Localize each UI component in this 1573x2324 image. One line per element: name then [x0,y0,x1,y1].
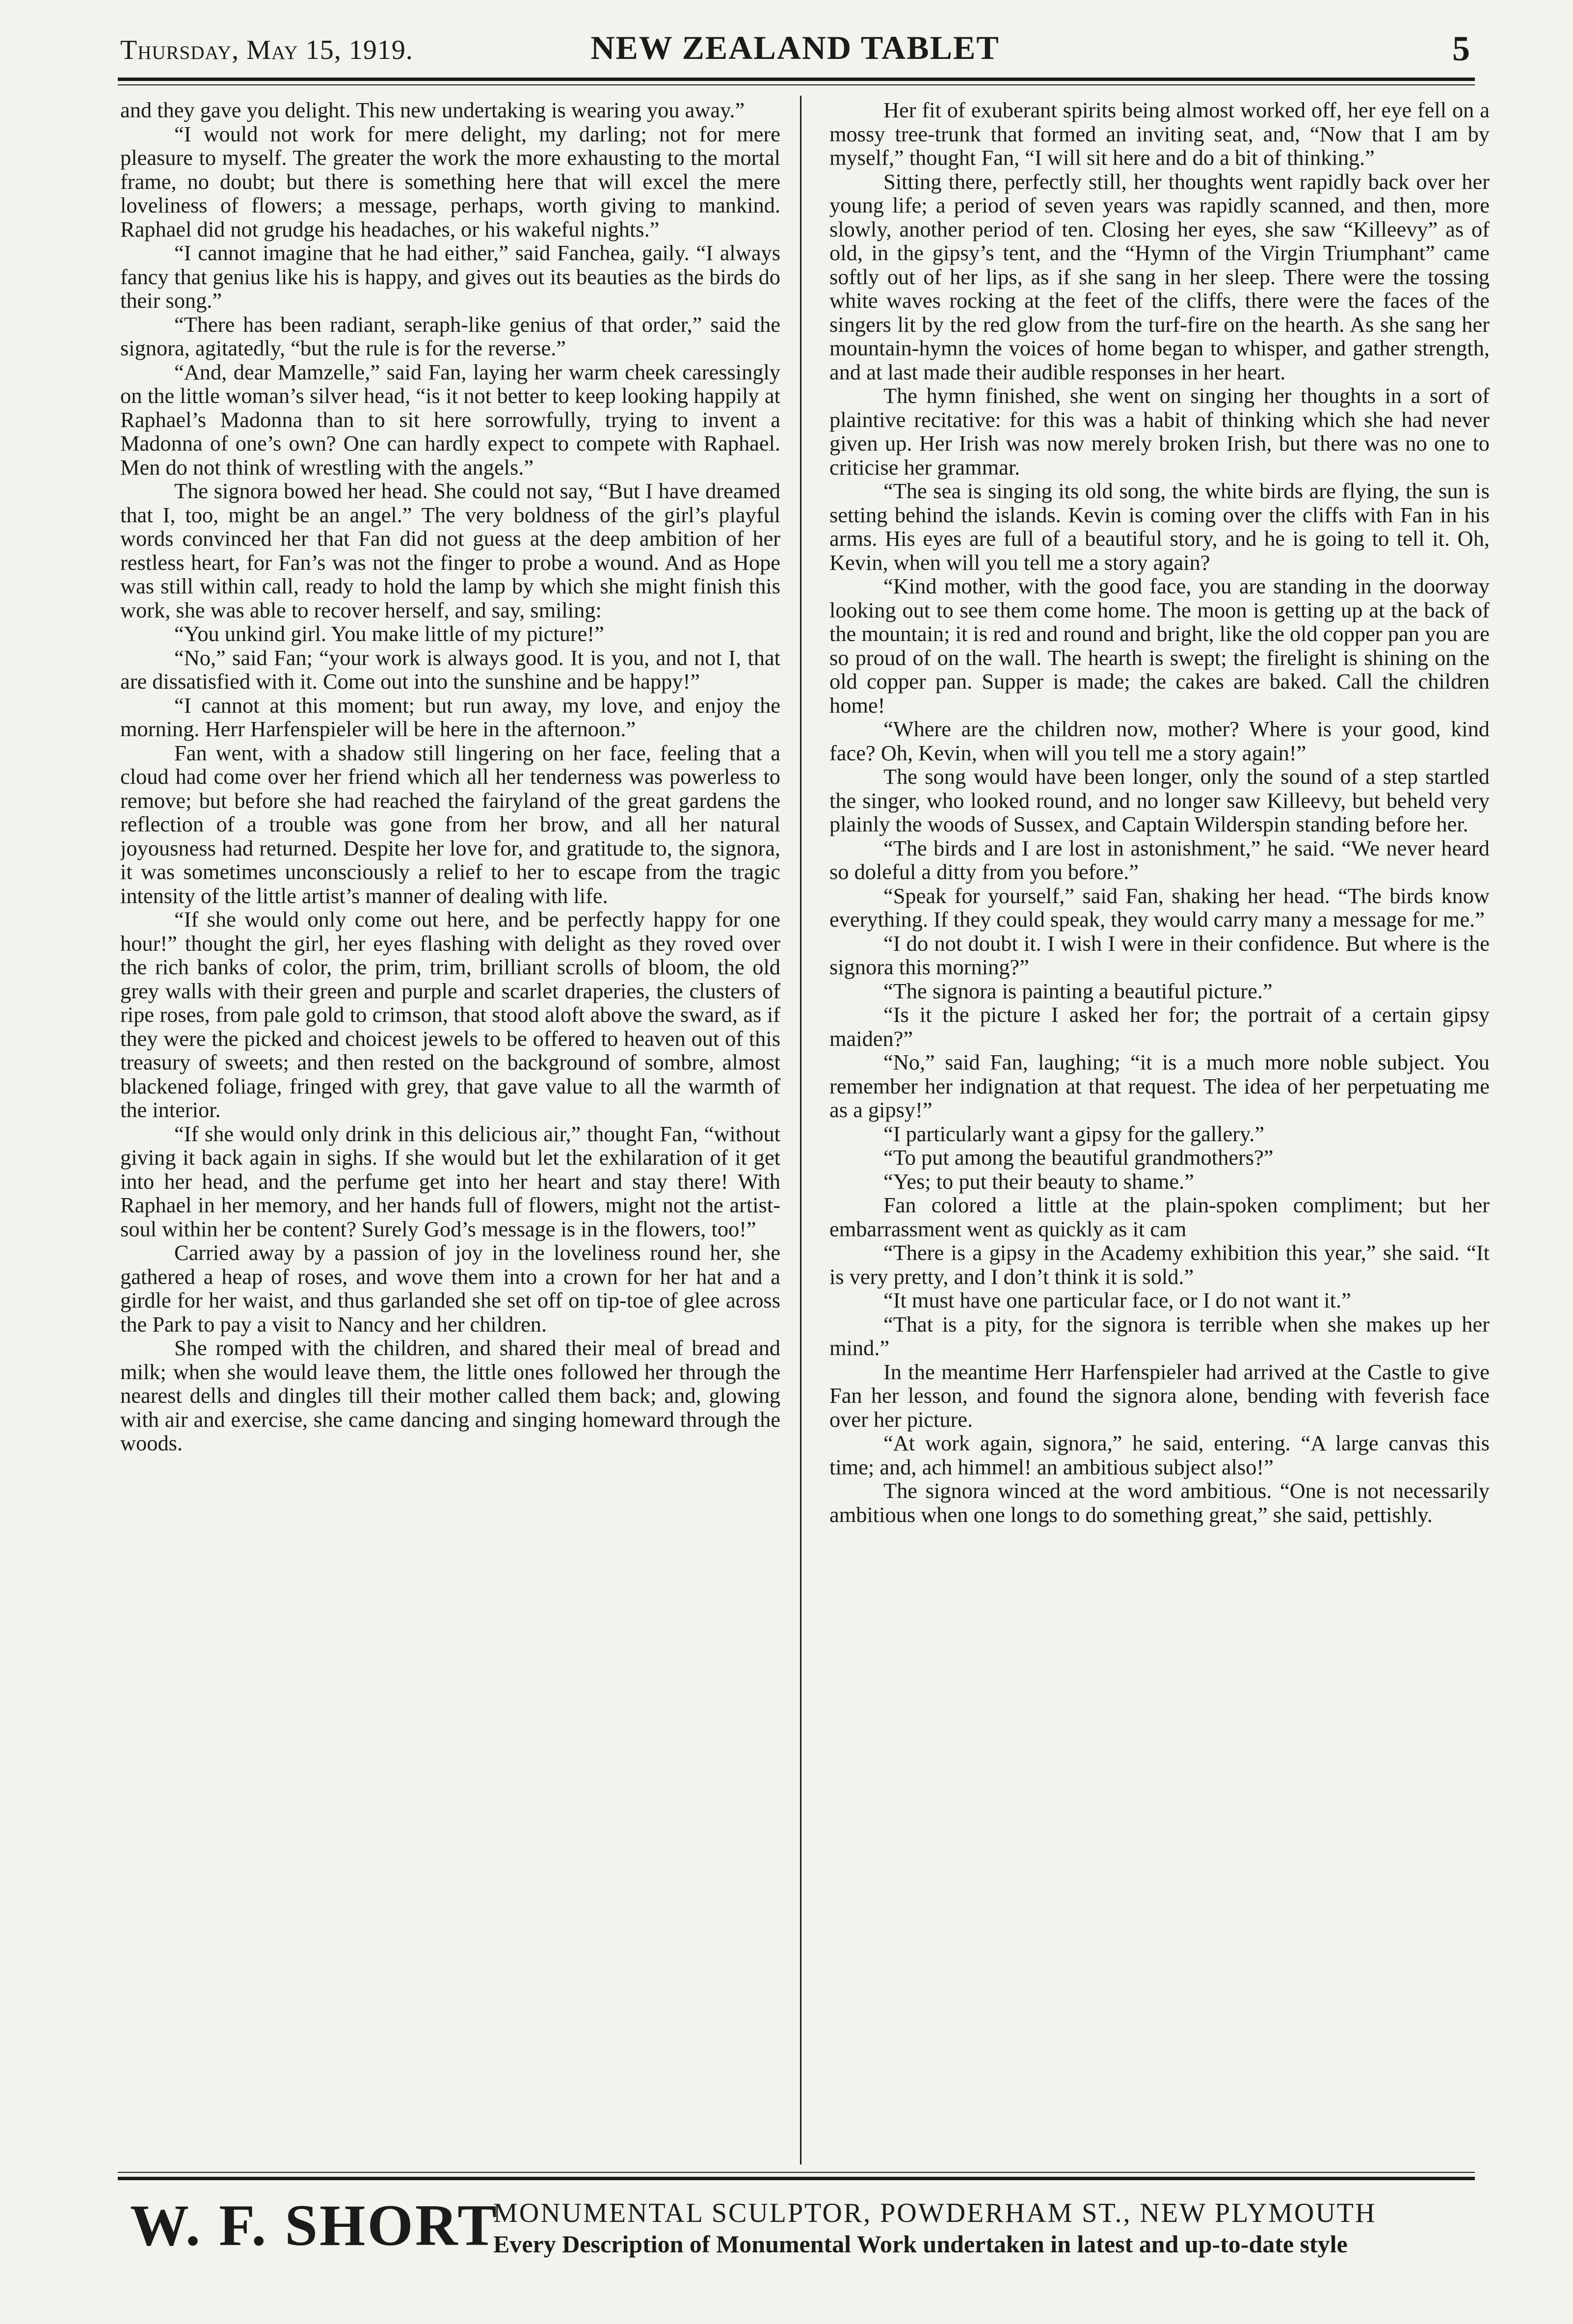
page-number: 5 [1452,29,1470,68]
paragraph: “I cannot imagine that he had either,” said Fanchea, gaily. “I always fancy that genius like his is happy, and gives out its beauties as the birds do their song.” [120,240,780,313]
paragraph: Fan went, with a shadow still lingering on her face, feeling that a cloud had come over her friend which all her tenderness was powerless to remove; but before she had reached the fairyland of the great gardens the reflection of a trouble was gone from her brow, and all her natural joyousness had returned. Despite her love for, and gratitude to, the signora, it was sometimes unconsciously a relief to her to escape from the tragic intensity of the little artist’s manner of dealing with life. [120,740,780,908]
paragraph: “The signora is painting a beautiful picture.” [883,978,1273,1003]
column-divider [800,96,801,2164]
paragraph: “If she would only drink in this delicious air,” thought Fan, “without giving it back again in sighs. If she would but let the exhilaration of it get into her head, and the perfume get into her heart and stay there! With Raphael in her memory, and her hands full of flowers, might not the artist-soul within her be content? Surely God’s message is in the flowers, too!” [120,1121,780,1241]
advertisement [120,2187,1475,2285]
paragraph: and they gave you delight. This new undertaking is wearing you away.” [120,98,745,122]
paragraph: The hymn finished, she went on singing her thoughts in a sort of plaintive recitative: for this was a habit of thinking which she had never given up. Her Irish was now merely broken Irish, but there was no one to criticise her grammar. [829,383,1490,480]
right-column [829,98,1490,2160]
paragraph: “To put among the beautiful grandmothers?” [883,1145,1274,1170]
paragraph: “You unkind girl. You make little of my picture!” [174,621,604,646]
paragraph: She romped with the children, and shared their meal of bread and milk; when she would leave them, the little ones followed her through the nearest dells and dingles till their mother called them back; and, glowing with air and exercise, she came dancing and singing homeward through the woods. [120,1336,780,1455]
paragraph: “I do not doubt it. I wish I were in their confidence. But where is the signora this morning?” [829,931,1490,979]
page-header [120,28,1470,73]
paragraph: The song would have been longer, only the sound of a step startled the singer, who looked round, and no longer saw Killeevy, but beheld very plainly the woods of Sussex, and Captain Wilderspin standing before her. [829,764,1490,836]
paragraph: “Where are the children now, mother? Where is your good, kind face? Oh, Kevin, when will you tell me a story again!” [829,717,1490,765]
paragraph: “There is a gipsy in the Academy exhibition this year,” she said. “It is very pretty, and I don’t think it is sold.” [829,1240,1490,1289]
header-rule [118,78,1475,81]
paragraph: Fan colored a little at the plain-spoken compliment; but her embarrassment went as quickly as it cam [829,1193,1490,1241]
paragraph: “Kind mother, with the good face, you are standing in the doorway looking out to see them come home. The moon is getting up at the back of the mountain; it is red and round and bright, like the old copper pan you are so proud of on the wall. The hearth is swept; the firelight is shining on the old copper pan. Supper is made; the cakes are baked. Call the children home! [829,574,1490,718]
paragraph: “At work again, signora,” he said, entering. “A large canvas this time; and, ach himmel! an ambitious subject also!” [829,1431,1490,1479]
header-rule-thin [118,84,1475,85]
advertiser-tagline: Every Description of Monumental Work undertaken in latest and up-to-date style [493,2230,1348,2258]
masthead-title: NEW ZEALAND TABLET [590,29,1000,66]
paragraph: “That is a pity, for the signora is terrible when she makes up her mind.” [829,1311,1490,1360]
paragraph: “The birds and I are lost in astonishment,” he said. “We never heard so doleful a ditty from you before.” [829,835,1490,884]
footer-rule-thin [118,2172,1475,2173]
paragraph: The signora winced at the word ambitious. “One is not necessarily ambitious when one longs to do something great,” she said, pettishly. [829,1478,1490,1527]
paragraph: “Yes; to put their beauty to shame.” [883,1169,1194,1194]
advertiser-name: W. F. SHORT [130,2192,499,2258]
paragraph: “The sea is singing its old song, the white birds are flying, the sun is setting behind the islands. Kevin is coming over the cliffs with Fan in his arms. His eyes are full of a beautiful story, and he is going to tell it. Oh, Kevin, when will you tell me a story again? [829,479,1490,575]
advertiser-business: MONUMENTAL SCULPTOR, POWDERHAM ST., NEW PLYMOUTH [493,2198,1377,2228]
paragraph: “Is it the picture I asked her for; the portrait of a certain gipsy maiden?” [829,1002,1490,1051]
paragraph: Her fit of exuberant spirits being almost worked off, her eye fell on a mossy tree-trunk that formed an inviting seat, and, “Now that I am by myself,” thought Fan, “I will sit here and do a bit of thinking.” [829,98,1490,170]
paragraph: “No,” said Fan, laughing; “it is a much more noble subject. You remember her indignation at that request. The idea of her perpetuating me as a gipsy!” [829,1050,1490,1122]
issue-date: Thursday, May 15, 1919. [120,35,413,65]
paragraph: Carried away by a passion of joy in the loveliness round her, she gathered a heap of roses, and wove them into a crown for her hat and a girdle for her waist, and thus garlanded she set off on tip-toe of glee across the Park to pay a visit to Nancy and her children. [120,1240,780,1336]
footer-rule [118,2177,1475,2180]
left-column [120,98,780,2160]
paragraph: The signora bowed her head. She could not say, “But I have dreamed that I, too, might be an angel.” The very boldness of the girl’s playful words convinced her that Fan did not guess at the deep ambition of her restless heart, for Fan’s was not the finger to probe a wound. And as Hope was still within call, ready to hold the lamp by which she might finish this work, she was able to recover herself, and say, smiling: [120,479,780,622]
paragraph: In the meantime Herr Harfenspieler had arrived at the Castle to give Fan her lesson, and found the signora alone, bending with feverish face over her picture. [829,1359,1490,1432]
paragraph: “I particularly want a gipsy for the gallery.” [883,1121,1265,1146]
paragraph: “And, dear Mamzelle,” said Fan, laying her warm cheek caressingly on the little woman’s silver head, “is it not better to keep looking happily at Raphael’s Madonna than to sit here sorrowfully, trying to invent a Madonna of one’s own? One can hardly expect to compete with Raphael. Men do not think of wrestling with the angels.” [120,359,780,480]
paragraph: “I would not work for mere delight, my darling; not for mere pleasure to myself. The greater the work the more exhausting to the mortal frame, no doubt; but there is something here that will excel the mere loveliness of flowers; a message, perhaps, worth giving to mankind. Raphael did not grudge his headaches, or his wakeful nights.” [120,121,780,241]
paragraph: “No,” said Fan; “your work is always good. It is you, and not I, that are dissatisfied with it. Come out into the sunshine and be happy!” [120,645,780,694]
paragraph: “I cannot at this moment; but run away, my love, and enjoy the morning. Herr Harfenspieler will be here in the afternoon.” [120,693,780,741]
paragraph: “There has been radiant, seraph-like genius of that order,” said the signora, agitatedly, “but the rule is for the reverse.” [120,312,780,360]
paragraph: “If she would only come out here, and be perfectly happy for one hour!” thought the girl, her eyes flashing with delight as they roved over the rich banks of color, the prim, trim, brilliant scrolls of bloom, the old grey walls with their green and purple and scarlet draperies, the clusters of ripe roses, from pale gold to crimson, that stood aloft above the sward, as if they were the picked and choicest jewels to be offered to heaven out of this treasury of sweets; and then rested on the background of sombre, almost blackened foliage, fringed with grey, that gave value to all the warmth of the interior. [120,907,780,1122]
paragraph: “Speak for yourself,” said Fan, shaking her head. “The birds know everything. If they could speak, they would carry many a message for me.” [829,883,1490,932]
paragraph: Sitting there, perfectly still, her thoughts went rapidly back over her young life; a period of seven years was rapidly scanned, and then, more slowly, another period of ten. Closing her eyes, she saw “Killeevy” as of old, in the gipsy’s tent, and the “Hymn of the Virgin Triumphant” came softly out of her lips, as if she sang in her sleep. There were the tossing white waves rocking at the feet of the cliffs, there were the faces of the singers lit by the red glow from the turf-fire on the hearth. As she sang her mountain-hymn the voices of home began to whisper, and gather strength, and at last made their audible responses in her heart. [829,169,1490,384]
paragraph: “It must have one particular face, or I do not want it.” [883,1288,1351,1312]
